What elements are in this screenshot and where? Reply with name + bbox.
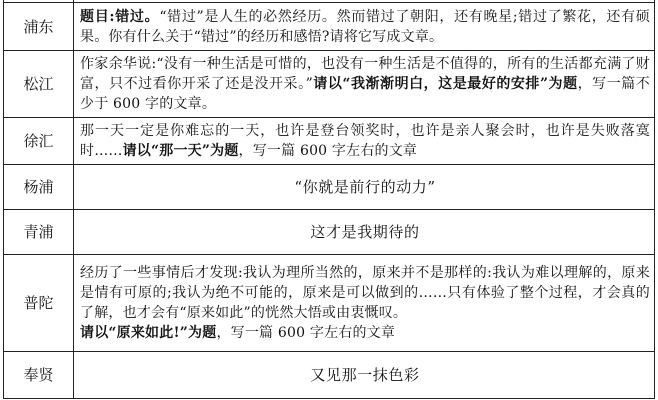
table-row-songjiang: [4, 51, 655, 118]
prompt-cell: [74, 51, 655, 118]
district-cell: 普陀: [4, 255, 74, 352]
prompt-instruction-bold: 请以“原来如此!”为题: [80, 325, 217, 341]
district-cell: 杨浦: [4, 165, 74, 210]
district-cell: 奉贤: [4, 352, 74, 399]
district-cell: 松江: [4, 51, 74, 118]
prompt-text: 作家余华说:“没有一种生活是可惜的，也没有一种生活是不值得的，所有的生活都充满了财富，只不过看你开采了还是没开采。”: [80, 56, 650, 92]
table-row-putuo: [4, 255, 655, 352]
prompt-text: ，写一篇 600 字左右的文章: [238, 143, 418, 159]
prompt-instruction-bold: 请以“我渐渐明白，这是最好的安排”为题: [312, 76, 578, 92]
district-cell: 青浦: [4, 210, 74, 255]
prompt-title-cell: “你就是前行的动力”: [74, 165, 655, 210]
table-row-yangpu: [4, 165, 655, 210]
prompt-title-bold: 题目:错过。: [80, 8, 160, 25]
district-cell: 浦东: [4, 3, 74, 51]
prompt-cell: [74, 118, 655, 165]
table-row-pudong: [4, 3, 655, 51]
prompt-text: ，写一篇 600 字左右的文章: [216, 325, 396, 341]
essay-prompt-table: [3, 0, 655, 399]
prompt-cell: [74, 255, 655, 352]
prompt-text: “错过”是人生的必然经历。然而错过了朝阳，还有晚星;错过了繁花，还有硕果。你有什么关于“错过”的经历和感悟?请将它写成文章。: [80, 8, 650, 45]
prompt-text: 经历了一些事情后才发现:我认为理所当然的，原来并不是那样的:我认为难以理解的，原来是情有可原的;我认为绝不可能的，原来是可以做到的……只有体验了整个过程，才会真的了解，也才会有“原来如此”的恍然大悟或由衷慨叹。: [80, 265, 650, 321]
prompt-title-cell: 这才是我期待的: [74, 210, 655, 255]
table-row-xuhui: [4, 118, 655, 165]
district-cell: 徐汇: [4, 118, 74, 165]
prompt-instruction-bold: 请以“那一天”为题: [122, 143, 239, 159]
prompt-title-cell: 又见那一抹色彩: [74, 352, 655, 399]
prompt-text: ，写一篇不少于 600 字的文章。: [80, 76, 650, 112]
prompt-cell: [74, 3, 655, 51]
table-row-qingpu: [4, 210, 655, 255]
table-row-fengxian: [4, 352, 655, 399]
prompt-text: 那一天一定是你难忘的一天，也许是登台领奖时，也许是亲人聚会时，也许是失败落寞时……: [80, 123, 650, 159]
